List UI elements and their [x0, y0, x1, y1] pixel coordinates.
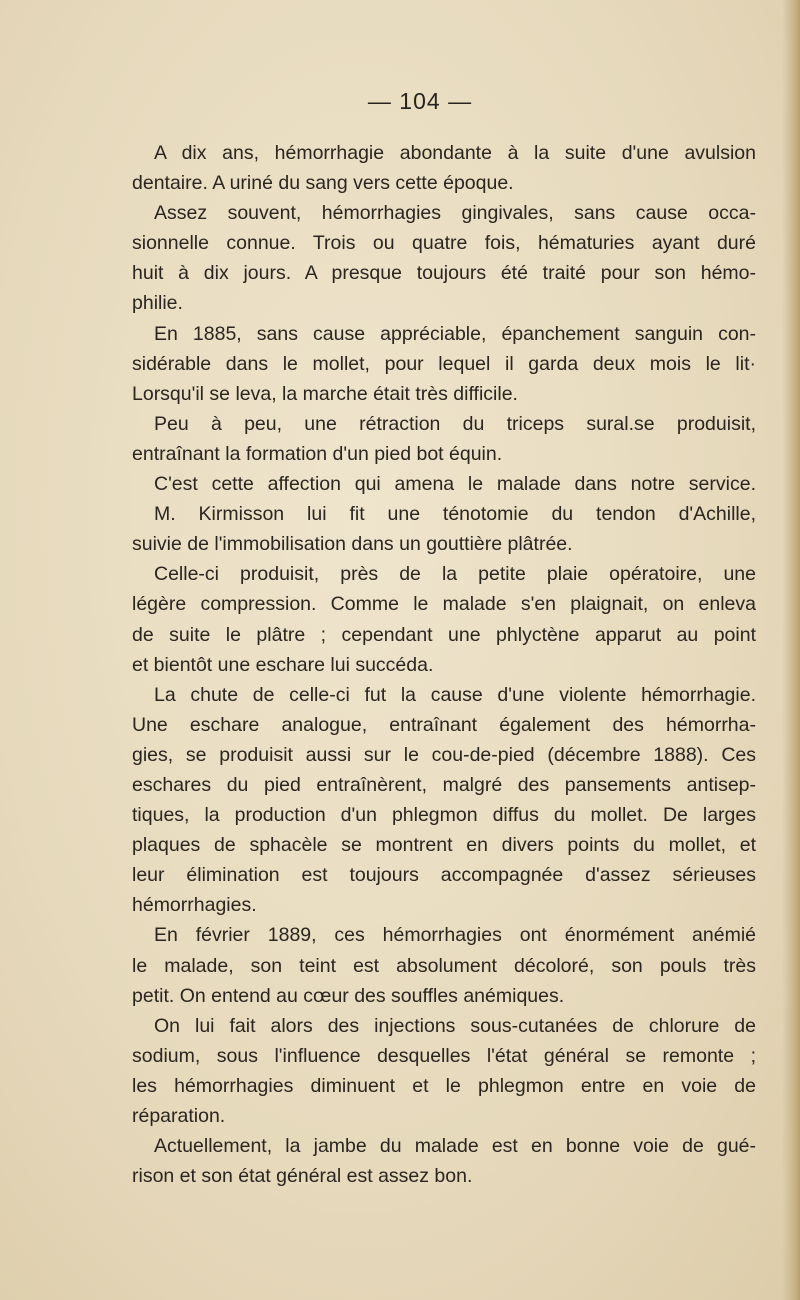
text-line: En 1885, sans cause appréciable, épanchement sanguin con- [154, 322, 756, 345]
text-line: dentaire. A uriné du sang vers cette époque. [132, 172, 514, 195]
text-line: La chute de celle-ci fut la cause d'une violente hémorrhagie. [154, 683, 756, 706]
body-text [132, 138, 756, 1191]
text-line: plaques de sphacèle se montrent en divers points du mollet, et [132, 834, 756, 857]
text-line: leur élimination est toujours accompagnée d'assez sérieuses [132, 864, 756, 887]
text-line: de suite le plâtre ; cependant une phlyctène apparut au point [132, 623, 756, 646]
text-line: rison et son état général est assez bon. [132, 1165, 473, 1188]
text-line: eschares du pied entraînèrent, malgré des pansements antisep- [132, 773, 756, 796]
text-line: Une eschare analogue, entraînant également des hémorrha- [132, 713, 756, 736]
text-line: réparation. [132, 1105, 226, 1127]
text-line: C'est cette affection qui amena le malade dans notre service. [154, 473, 756, 496]
text-line: légère compression. Comme le malade s'en plaignait, on enleva [132, 593, 756, 616]
text-line: M. Kirmisson lui fit une ténotomie du tendon d'Achille, [154, 503, 756, 526]
text-line: On lui fait alors des injections sous-cutanées de chlorure de [154, 1014, 756, 1037]
text-line: petit. On entend au cœur des souffles anémiques. [132, 984, 565, 1007]
text-line: huit à dix jours. A presque toujours été traité pour son hémo- [132, 262, 756, 285]
text-line: sidérable dans le mollet, pour lequel il garda deux mois le lit· [132, 352, 756, 375]
text-line: suivie de l'immobilisation dans un gouttière plâtrée. [132, 533, 573, 556]
text-line: Lorsqu'il se leva, la marche était très difficile. [132, 382, 518, 405]
text-line: Assez souvent, hémorrhagies gingivales, sans cause occa- [154, 202, 756, 225]
text-line: A dix ans, hémorrhagie abondante à la suite d'une avulsion [154, 142, 756, 164]
text-line: philie. [132, 292, 183, 315]
text-line: En février 1889, ces hémorrhagies ont énormément anémié [154, 924, 756, 947]
text-line: Actuellement, la jambe du malade est en bonne voie de gué- [154, 1135, 756, 1158]
text-line: tiques, la production d'un phlegmon diffus du mollet. De larges [132, 804, 756, 827]
page-edge-shadow [782, 0, 800, 1300]
text-line: Peu à peu, une rétraction du triceps sural.se produisit, [154, 412, 756, 435]
text-line: sionnelle connue. Trois ou quatre fois, hématuries ayant duré [132, 232, 756, 255]
text-line: Celle-ci produisit, près de la petite plaie opératoire, une [154, 563, 756, 586]
text-line: hémorrhagies. [132, 894, 257, 917]
text-line: sodium, sous l'influence desquelles l'état général se remonte ; [132, 1044, 756, 1067]
text-line: gies, se produisit aussi sur le cou-de-pied (décembre 1888). Ces [132, 743, 756, 766]
text-line: les hémorrhagies diminuent et le phlegmon entre en voie de [132, 1074, 756, 1097]
text-line: et bientôt une eschare lui succéda. [132, 653, 434, 676]
page-number: — 104 — [367, 88, 473, 114]
text-line: entraînant la formation d'un pied bot équin. [132, 442, 503, 465]
text-line: le malade, son teint est absolument décoloré, son pouls très [132, 954, 756, 977]
